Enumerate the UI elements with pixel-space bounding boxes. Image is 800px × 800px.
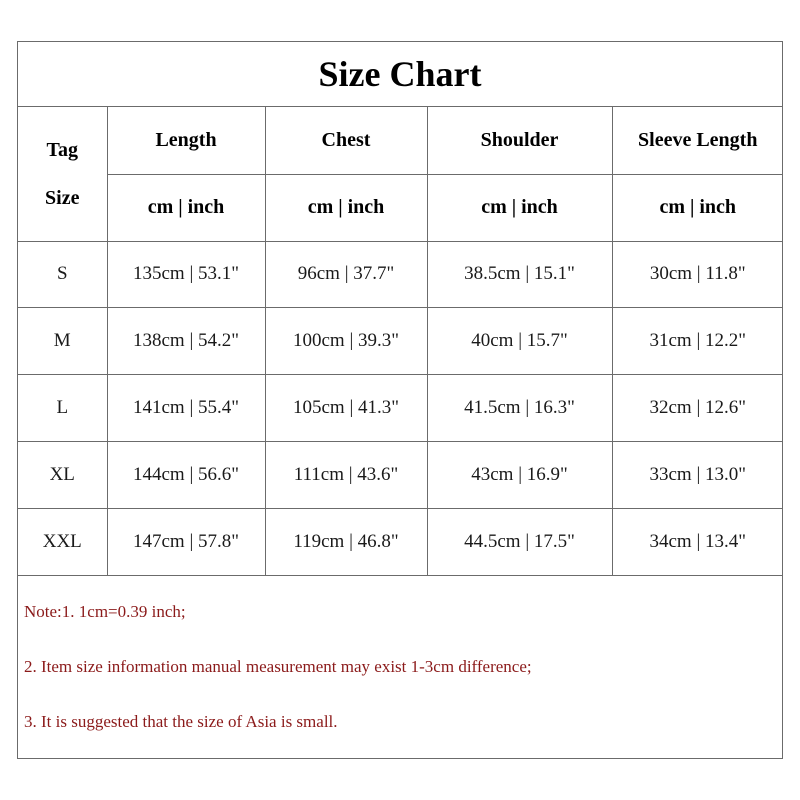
tag-label: Tag: [46, 138, 78, 161]
size-cell: M: [18, 307, 107, 374]
chest-cell: 105cm | 41.3": [265, 374, 427, 441]
size-label: Size: [45, 186, 80, 209]
table-row: [18, 241, 783, 307]
shoulder-cell: 40cm | 15.7": [427, 307, 612, 374]
sleeve-length-header: Sleeve Length: [612, 107, 783, 174]
sleeve-length-cell: 32cm | 12.6": [612, 374, 783, 441]
length-cell: 138cm | 54.2": [107, 307, 265, 374]
size-cell: L: [18, 374, 107, 441]
table-row: [18, 508, 783, 575]
table-row: [18, 307, 783, 374]
sleeve-length-unit-header: cm | inch: [612, 174, 783, 241]
tag-size-header: [18, 107, 107, 241]
table-row: [18, 441, 783, 508]
note-line: 3. It is suggested that the size of Asia is small.: [24, 712, 338, 731]
size-table: [18, 107, 783, 576]
sleeve-length-cell: 31cm | 12.2": [612, 307, 783, 374]
shoulder-header: Shoulder: [427, 107, 612, 174]
chest-cell: 100cm | 39.3": [265, 307, 427, 374]
chest-cell: 111cm | 43.6": [265, 441, 427, 508]
size-cell: XXL: [18, 508, 107, 575]
shoulder-cell: 44.5cm | 17.5": [427, 508, 612, 575]
length-cell: 144cm | 56.6": [107, 441, 265, 508]
length-header: Length: [107, 107, 265, 174]
shoulder-unit-header: cm | inch: [427, 174, 612, 241]
size-chart: [17, 41, 783, 759]
chart-title: Size Chart: [18, 42, 782, 107]
shoulder-cell: 41.5cm | 16.3": [427, 374, 612, 441]
sleeve-length-cell: 34cm | 13.4": [612, 508, 783, 575]
chest-unit-header: cm | inch: [265, 174, 427, 241]
note-line: Note:1. 1cm=0.39 inch;: [24, 602, 186, 621]
length-cell: 147cm | 57.8": [107, 508, 265, 575]
note-line: 2. Item size information manual measurement may exist 1-3cm difference;: [24, 657, 532, 676]
sleeve-length-cell: 33cm | 13.0": [612, 441, 783, 508]
size-cell: S: [18, 241, 107, 307]
size-cell: XL: [18, 441, 107, 508]
length-unit-header: cm | inch: [107, 174, 265, 241]
shoulder-cell: 43cm | 16.9": [427, 441, 612, 508]
chest-cell: 119cm | 46.8": [265, 508, 427, 575]
chest-header: Chest: [265, 107, 427, 174]
chest-cell: 96cm | 37.7": [265, 241, 427, 307]
table-row: [18, 374, 783, 441]
shoulder-cell: 38.5cm | 15.1": [427, 241, 612, 307]
length-cell: 141cm | 55.4": [107, 374, 265, 441]
length-cell: 135cm | 53.1": [107, 241, 265, 307]
sleeve-length-cell: 30cm | 11.8": [612, 241, 783, 307]
